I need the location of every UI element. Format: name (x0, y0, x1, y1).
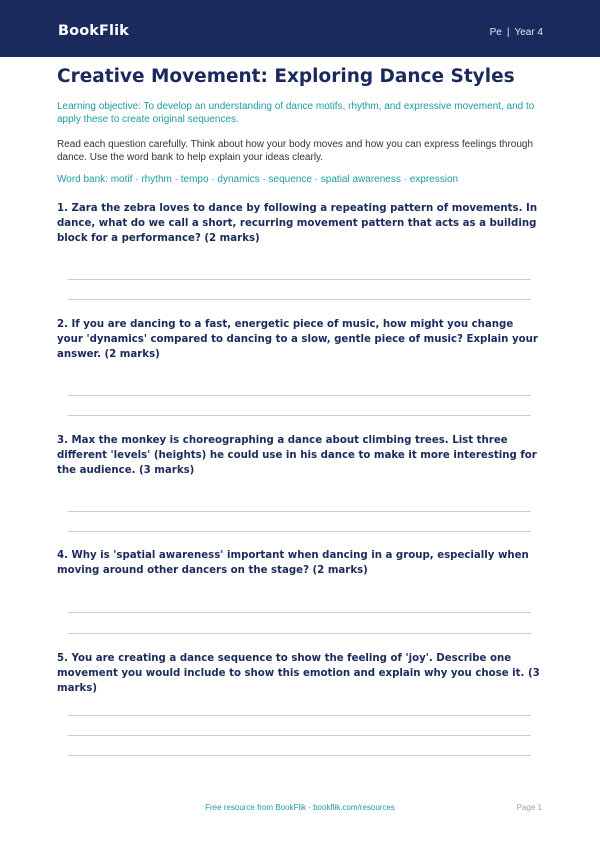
answer-line[interactable] (68, 395, 531, 396)
instructions: Read each question carefully. Think about how your body moves and how you can express feelings through dance. Use the word bank to help explain your ideas clearly. (57, 139, 534, 163)
answer-line[interactable] (68, 633, 531, 634)
answer-line[interactable] (68, 279, 531, 280)
answer-line[interactable] (68, 299, 531, 300)
meta-separator: | (506, 27, 510, 38)
question-2: 2. If you are dancing to a fast, energetic piece of music, how might you change your 'dynamics' compared to dancing to a slow, gentle piece of music? Explain your answer. (2 marks) (57, 319, 538, 360)
footer-credit[interactable]: Free resource from BookFlik · bookflik.com/resources (205, 803, 395, 812)
question-3: 3. Max the monkey is choreographing a dance about climbing trees. List three different 'levels' (heights) he could use in his dance to make it more interesting for the audience. (3 marks) (57, 435, 537, 476)
question-5: 5. You are creating a dance sequence to show the feeling of 'joy'. Describe one movement you would include to show this emotion and explain why you chose it. (3 marks) (57, 653, 540, 694)
word-bank: Word bank: motif · rhythm · tempo · dynamics · sequence · spatial awareness · expression (57, 174, 459, 185)
answer-line[interactable] (68, 415, 531, 416)
brand-logo: BookFlik (58, 23, 129, 39)
question-4: 4. Why is 'spatial awareness' important when dancing in a group, especially when moving around other dancers on the stage? (2 marks) (57, 550, 529, 576)
page-number: Page 1 (516, 803, 542, 812)
answer-line[interactable] (68, 511, 531, 512)
subject-label: Pe (489, 27, 502, 38)
answer-line[interactable] (68, 612, 531, 613)
year-label: Year 4 (514, 27, 543, 38)
page-title: Creative Movement: Exploring Dance Styles (57, 66, 515, 87)
question-1: 1. Zara the zebra loves to dance by following a repeating pattern of movements. In dance, what do we call a short, recurring movement pattern that acts as a building block for a performance? (2 marks) (57, 203, 538, 244)
header-meta (490, 27, 543, 38)
answer-line[interactable] (68, 531, 531, 532)
header-bar (0, 0, 600, 57)
learning-objective: Learning objective: To develop an understanding of dance motifs, rhythm, and expressive movement, and to apply these to create original sequences. (57, 101, 535, 125)
answer-line[interactable] (68, 755, 531, 756)
answer-line[interactable] (68, 735, 531, 736)
answer-line[interactable] (68, 715, 531, 716)
